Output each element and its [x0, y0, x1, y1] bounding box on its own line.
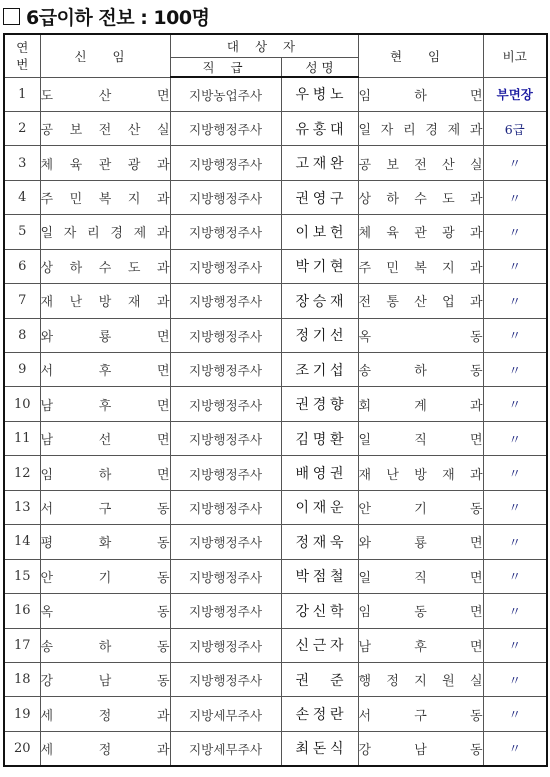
row-number: 18 — [4, 662, 40, 696]
employee-name: 조 기 섭 — [295, 362, 344, 379]
header-seq — [4, 34, 40, 77]
table-row — [4, 146, 547, 180]
current-post: 상 하 수 도 과 — [358, 192, 483, 208]
new-post-cell — [40, 215, 170, 249]
current-post: 일 직 면 — [358, 433, 483, 449]
employee-name: 권 준 — [295, 672, 344, 689]
new-post-cell — [40, 387, 170, 421]
name-cell — [281, 525, 358, 559]
name-cell — [281, 594, 358, 628]
table-row — [4, 559, 547, 593]
current-post: 옥 동 — [358, 329, 483, 345]
current-post-cell — [358, 456, 483, 490]
note-cell: 〃 — [483, 490, 547, 524]
note-cell: 6급 — [483, 111, 547, 145]
current-post: 체 육 관 광 과 — [358, 226, 483, 242]
note-cell: 〃 — [483, 215, 547, 249]
employee-name: 신 근 자 — [295, 638, 344, 655]
note-cell: 〃 — [483, 146, 547, 180]
table-row — [4, 594, 547, 628]
rank-cell: 지방행정주사 — [170, 111, 281, 145]
note-cell: 〃 — [483, 628, 547, 662]
page-title — [3, 2, 209, 30]
transfer-table — [3, 33, 548, 767]
new-post-cell — [40, 490, 170, 524]
row-number: 16 — [4, 594, 40, 628]
current-post-cell — [358, 146, 483, 180]
current-post: 서 구 동 — [358, 708, 483, 724]
current-post-cell — [358, 731, 483, 765]
note-cell: 〃 — [483, 249, 547, 283]
current-post: 남 후 면 — [358, 639, 483, 655]
new-post: 안 기 동 — [40, 570, 170, 586]
new-post: 세 정 과 — [40, 708, 170, 724]
current-post: 행 정 지 원 실 — [358, 674, 483, 690]
new-post: 서 구 동 — [40, 501, 170, 517]
new-post-cell — [40, 249, 170, 283]
name-cell — [281, 456, 358, 490]
row-number: 11 — [4, 421, 40, 455]
new-post: 강 남 동 — [40, 674, 170, 690]
new-post-cell — [40, 77, 170, 111]
rank-cell: 지방행정주사 — [170, 353, 281, 387]
employee-name: 고 재 완 — [295, 156, 344, 173]
row-number: 3 — [4, 146, 40, 180]
current-post: 회 계 과 — [358, 398, 483, 414]
new-post-cell — [40, 525, 170, 559]
current-post: 안 기 동 — [358, 501, 483, 517]
new-post: 일 자 리 경 제 과 — [40, 226, 170, 242]
new-post-cell — [40, 318, 170, 352]
name-cell — [281, 662, 358, 696]
rank-cell: 지방행정주사 — [170, 180, 281, 214]
rank-cell: 지방행정주사 — [170, 387, 281, 421]
new-post-cell — [40, 146, 170, 180]
name-cell — [281, 731, 358, 765]
employee-name: 유 홍 대 — [295, 121, 344, 138]
row-number: 7 — [4, 284, 40, 318]
row-number: 8 — [4, 318, 40, 352]
row-number: 9 — [4, 353, 40, 387]
current-post-cell — [358, 111, 483, 145]
new-post: 평 화 동 — [40, 536, 170, 552]
note-cell: 〃 — [483, 559, 547, 593]
current-post-cell — [358, 215, 483, 249]
table-row — [4, 318, 547, 352]
row-number: 14 — [4, 525, 40, 559]
name-cell — [281, 697, 358, 731]
row-number: 13 — [4, 490, 40, 524]
employee-name: 최 돈 식 — [295, 741, 344, 758]
row-number: 1 — [4, 77, 40, 111]
employee-name: 이 보 헌 — [295, 224, 344, 241]
name-cell — [281, 353, 358, 387]
row-number: 12 — [4, 456, 40, 490]
table-row — [4, 456, 547, 490]
current-post-cell — [358, 249, 483, 283]
employee-name: 김 명 환 — [295, 431, 344, 448]
current-post-cell — [358, 318, 483, 352]
name-cell — [281, 318, 358, 352]
note-cell: 〃 — [483, 180, 547, 214]
current-post: 임 동 면 — [358, 605, 483, 621]
row-number: 2 — [4, 111, 40, 145]
new-post: 체 육 관 광 과 — [40, 157, 170, 173]
checkbox-square-icon — [3, 8, 20, 25]
table-row — [4, 525, 547, 559]
name-cell — [281, 249, 358, 283]
current-post-cell — [358, 525, 483, 559]
employee-name: 권 경 향 — [295, 397, 344, 414]
employee-name: 배 영 권 — [295, 466, 344, 483]
rank-cell: 지방행정주사 — [170, 559, 281, 593]
new-post: 남 후 면 — [40, 398, 170, 414]
header-target: 대 상 자 — [170, 34, 358, 58]
table-row — [4, 421, 547, 455]
current-post-cell — [358, 559, 483, 593]
note-cell: 〃 — [483, 662, 547, 696]
header-new-post: 신 임 — [40, 34, 170, 77]
new-post-cell — [40, 628, 170, 662]
new-post-cell — [40, 353, 170, 387]
new-post: 송 하 동 — [40, 639, 170, 655]
table-row — [4, 490, 547, 524]
note-cell: 〃 — [483, 525, 547, 559]
current-post: 임 하 면 — [358, 88, 483, 104]
new-post-cell — [40, 594, 170, 628]
name-cell — [281, 387, 358, 421]
row-number: 10 — [4, 387, 40, 421]
rank-cell: 지방농업주사 — [170, 77, 281, 111]
new-post-cell — [40, 559, 170, 593]
row-number: 17 — [4, 628, 40, 662]
name-cell — [281, 111, 358, 145]
title-text: 6급이하 전보 : 100명 — [26, 6, 210, 29]
row-number: 19 — [4, 697, 40, 731]
employee-name: 우 병 노 — [295, 87, 344, 104]
table-row — [4, 249, 547, 283]
current-post: 공 보 전 산 실 — [358, 157, 483, 173]
rank-cell: 지방행정주사 — [170, 421, 281, 455]
new-post: 와 룡 면 — [40, 329, 170, 345]
rank-cell: 지방행정주사 — [170, 456, 281, 490]
rank-cell: 지방행정주사 — [170, 628, 281, 662]
new-post: 도 산 면 — [40, 88, 170, 104]
employee-name: 박 기 현 — [295, 259, 344, 276]
new-post: 재 난 방 재 과 — [40, 295, 170, 311]
rank-cell: 지방행정주사 — [170, 249, 281, 283]
current-post-cell — [358, 77, 483, 111]
employee-name: 손 정 란 — [295, 707, 344, 724]
current-post: 강 남 동 — [358, 742, 483, 758]
table-row — [4, 628, 547, 662]
table-row — [4, 697, 547, 731]
header-seq-label: 연번 — [16, 39, 29, 72]
row-number: 15 — [4, 559, 40, 593]
rank-cell: 지방세무주사 — [170, 731, 281, 765]
note-cell: 〃 — [483, 284, 547, 318]
rank-cell: 지방행정주사 — [170, 490, 281, 524]
new-post-cell — [40, 697, 170, 731]
table-row — [4, 284, 547, 318]
table-row — [4, 215, 547, 249]
current-post: 와 룡 면 — [358, 536, 483, 552]
name-cell — [281, 284, 358, 318]
name-cell — [281, 628, 358, 662]
rank-cell: 지방행정주사 — [170, 525, 281, 559]
current-post-cell — [358, 284, 483, 318]
row-number: 6 — [4, 249, 40, 283]
current-post: 전 통 산 업 과 — [358, 295, 483, 311]
name-cell — [281, 490, 358, 524]
employee-name: 정 기 선 — [295, 328, 344, 345]
current-post-cell — [358, 662, 483, 696]
name-cell — [281, 421, 358, 455]
table-row — [4, 111, 547, 145]
current-post-cell — [358, 421, 483, 455]
note-cell: 〃 — [483, 456, 547, 490]
note-cell: 〃 — [483, 387, 547, 421]
new-post: 상 하 수 도 과 — [40, 260, 170, 276]
rank-cell: 지방행정주사 — [170, 662, 281, 696]
current-post-cell — [358, 180, 483, 214]
name-cell — [281, 180, 358, 214]
name-cell — [281, 215, 358, 249]
current-post: 송 하 동 — [358, 364, 483, 380]
row-number: 20 — [4, 731, 40, 765]
current-post-cell — [358, 697, 483, 731]
current-post-cell — [358, 628, 483, 662]
name-cell — [281, 146, 358, 180]
name-cell — [281, 77, 358, 111]
note-cell: 〃 — [483, 594, 547, 628]
current-post-cell — [358, 353, 483, 387]
new-post-cell — [40, 731, 170, 765]
new-post: 옥 동 — [40, 605, 170, 621]
employee-name: 장 승 재 — [295, 293, 344, 310]
employee-name: 권 영 구 — [295, 190, 344, 207]
row-number: 5 — [4, 215, 40, 249]
table-row — [4, 77, 547, 111]
table-row — [4, 180, 547, 214]
rank-cell: 지방행정주사 — [170, 594, 281, 628]
rank-cell: 지방행정주사 — [170, 284, 281, 318]
new-post: 서 후 면 — [40, 364, 170, 380]
employee-name: 정 재 욱 — [295, 534, 344, 551]
new-post: 공 보 전 산 실 — [40, 123, 170, 139]
rank-cell: 지방행정주사 — [170, 318, 281, 352]
name-cell — [281, 559, 358, 593]
table-row — [4, 662, 547, 696]
rank-cell: 지방행정주사 — [170, 146, 281, 180]
current-post: 일 자 리 경 제 과 — [358, 123, 483, 139]
new-post-cell — [40, 662, 170, 696]
note-cell: 〃 — [483, 697, 547, 731]
current-post-cell — [358, 387, 483, 421]
current-post-cell — [358, 594, 483, 628]
new-post-cell — [40, 180, 170, 214]
employee-name: 강 신 학 — [295, 603, 344, 620]
new-post: 남 선 면 — [40, 433, 170, 449]
note-cell: 〃 — [483, 353, 547, 387]
table-row — [4, 387, 547, 421]
new-post: 세 정 과 — [40, 742, 170, 758]
header-current-post: 현 임 — [358, 34, 483, 77]
new-post-cell — [40, 111, 170, 145]
new-post-cell — [40, 456, 170, 490]
new-post-cell — [40, 421, 170, 455]
table-row — [4, 353, 547, 387]
header-rank: 직 급 — [170, 58, 281, 78]
note-cell: 〃 — [483, 421, 547, 455]
rank-cell: 지방행정주사 — [170, 215, 281, 249]
header-note: 비고 — [483, 34, 547, 77]
current-post: 재 난 방 재 과 — [358, 467, 483, 483]
note-cell: 〃 — [483, 318, 547, 352]
new-post: 임 하 면 — [40, 467, 170, 483]
row-number: 4 — [4, 180, 40, 214]
current-post: 일 직 면 — [358, 570, 483, 586]
current-post: 주 민 복 지 과 — [358, 260, 483, 276]
current-post-cell — [358, 490, 483, 524]
rank-cell: 지방세무주사 — [170, 697, 281, 731]
table-row — [4, 731, 547, 765]
header-name: 성 명 — [281, 58, 358, 78]
new-post: 주 민 복 지 과 — [40, 192, 170, 208]
new-post-cell — [40, 284, 170, 318]
note-cell: 부면장 — [483, 77, 547, 111]
employee-name: 이 재 운 — [295, 500, 344, 517]
note-cell: 〃 — [483, 731, 547, 765]
employee-name: 박 점 철 — [295, 569, 344, 586]
